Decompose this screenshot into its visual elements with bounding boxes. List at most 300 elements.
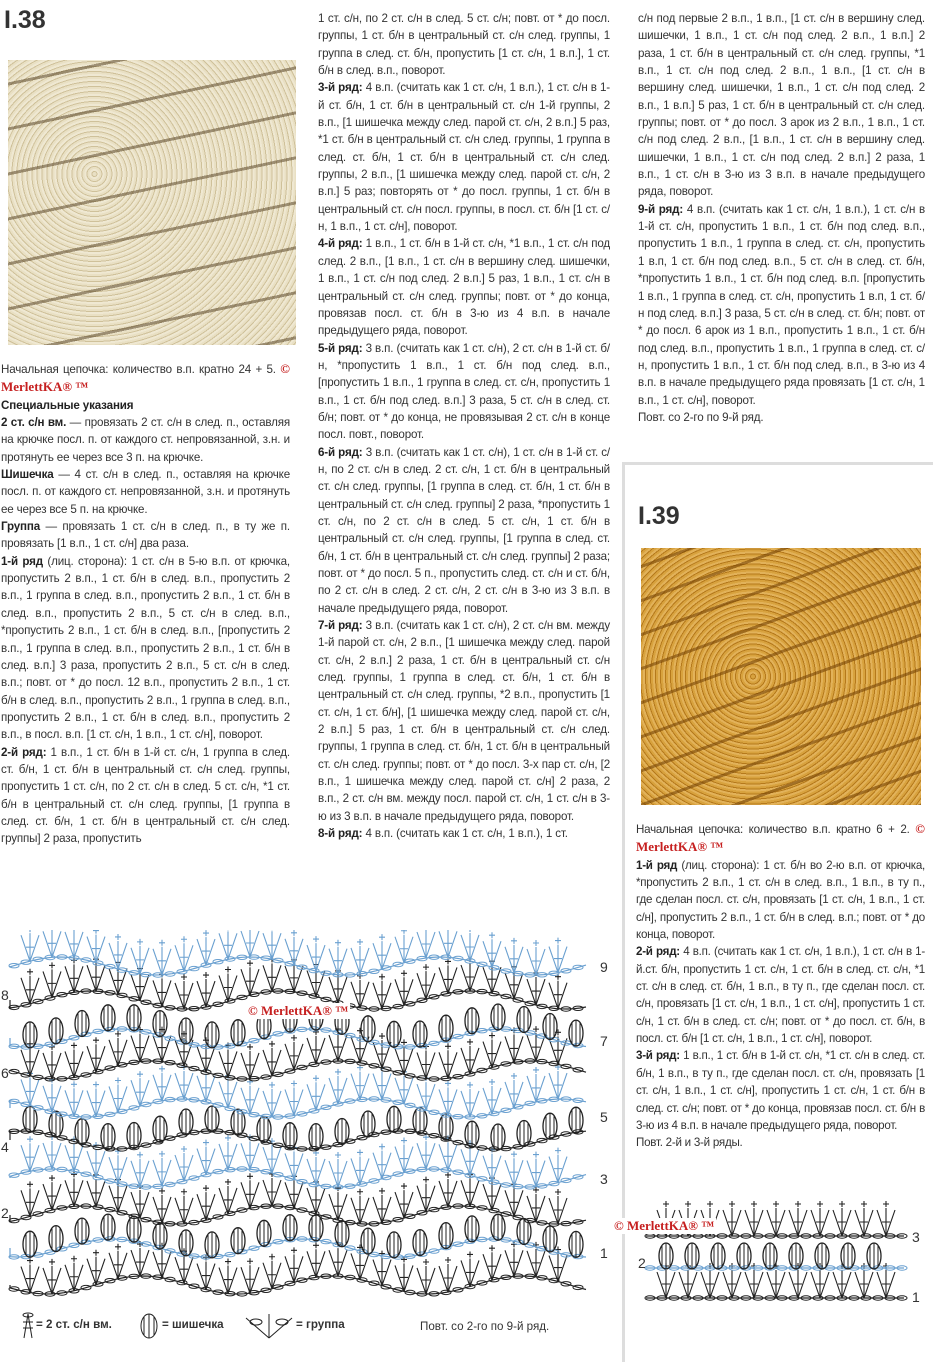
chart38-double-crochet (87, 1089, 105, 1117)
chart38-single-crochet-icon (181, 936, 187, 942)
chart38-double-crochet (197, 1262, 215, 1290)
instruction-text: 1 в.п., 1 ст. б/н в 1-й ст. с/н, 1 группа в след. ст. б/н, 1 ст. б/н в центральный ст. с/н след. группы, пропустить 1 ст. с/н, по 2 ст. с/н в след. 5 ст. с/н, *1 ст. б/н в центральный ст. с/н след. группы, [1 группа в след. ст. б/н, 1 ст. б/н в центральный ст. с/н след. группы] 2 раза, пропустить (1, 746, 290, 846)
chart38-double-crochet (65, 1143, 83, 1171)
row-label: 1-й ряд (636, 859, 677, 872)
row-number: 2 (638, 1255, 646, 1271)
instruction-text: 1 в.п., 1 ст. б/н в 1-й ст. с/н, *1 в.п., 1 ст. с/н под след. 2 в.п., [1 в.п., 1 ст. с/н в вершину след. шишечки, 1 в.п., 1 ст. с/н под след. 2 в.п.] 5 раз, 1 в.п., 1 ст. с/н в центральный ст. с/н след. группы; повт. от * до конца, провязав посл. ст. б/н в 3-ю из 4 в.п. в начале предыдущего ряда, поворот. (318, 237, 610, 337)
row-label: Группа (1, 520, 40, 533)
chart38-double-crochet (351, 1156, 369, 1184)
instruction-paragraph (636, 1047, 925, 1134)
chart38-double-crochet (219, 1186, 237, 1214)
chart38-single-crochet-icon (379, 974, 385, 980)
chart38-single-crochet-icon (291, 930, 297, 936)
chart38-double-crochet (329, 975, 347, 1003)
chart38-double-crochet (65, 1049, 83, 1077)
row-number: 2 (1, 1205, 9, 1221)
instruction-paragraph (318, 617, 610, 825)
chart38-double-crochet (527, 1033, 545, 1061)
chart38-double-crochet (263, 1145, 281, 1173)
instruction-paragraph (636, 943, 925, 1047)
chart38-double-crochet (461, 1178, 479, 1206)
chart38-double-crochet (549, 1196, 567, 1224)
chart38-double-crochet (263, 1178, 281, 1206)
chart38-double-crochet (307, 943, 325, 971)
instruction-text: 4 в.п. (считать как 1 ст. с/н, 1 в.п.), 1 ст. с/н в 1-й.ст. б/н, пропустить 1 ст. с/н, 1 ст. б/н в след. ст. с/н, *1 ст. с/н в след. ст. б/н, 1 в.п., в ту п., где сделан посл. ст. с/н, провязать [1 ст. с/н, 1 в.п., 1 ст. с/н], пропустить 1 ст. с/н, 1 ст. б/н в след. ст. с/н; повт. от * до посл. ст. б/н, в посл. ст. б/н [1 ст. с/н, 1 в.п., 1 ст. с/н], поворот. (636, 945, 925, 1045)
row-label: 1-й ряд (1, 555, 43, 568)
row-number: 6 (1, 1065, 9, 1081)
chart38-double-crochet (285, 937, 303, 965)
chart38-double-crochet (461, 963, 479, 991)
chart39-double-crochet (723, 1270, 741, 1298)
chart38-bobble-lines (130, 1123, 138, 1149)
chart38-single-crochet-icon (115, 1244, 121, 1250)
chart38-double-crochet (175, 1196, 193, 1224)
chart38-double-crochet (87, 1044, 105, 1072)
chart39-single-crochet-icon (773, 1201, 779, 1207)
chart38-double-crochet (21, 1265, 39, 1293)
group-icon (242, 1312, 296, 1340)
chart38-double-crochet (263, 1048, 281, 1076)
chart38-bobble-lines (52, 1018, 60, 1044)
chart38-double-crochet (131, 1248, 149, 1276)
chart38-single-crochet-icon (533, 1152, 539, 1158)
chart38-double-crochet (351, 1251, 369, 1279)
pattern-38-photo (8, 60, 296, 345)
chart38-bobble-lines (572, 1020, 580, 1046)
chart38-double-crochet (109, 1251, 127, 1279)
pattern-39-chart (636, 1190, 926, 1310)
chart39-double-crochet (723, 1208, 741, 1236)
chart38-single-crochet-icon (511, 938, 517, 944)
chart38-single-crochet-icon (181, 1146, 187, 1152)
chart38-single-crochet-icon (489, 932, 495, 938)
chart38-double-crochet (461, 1089, 479, 1117)
chart38-double-crochet (373, 1072, 391, 1100)
chart38-single-crochet-icon (401, 930, 407, 934)
chart38-single-crochet-icon (93, 1250, 99, 1256)
chart38-double-crochet (285, 1151, 303, 1179)
instruction-text: 4 в.п. (считать как 1 ст. с/н, 1 в.п.), 1 ст. с/н в 1-й ст. с/н, пропустить 1 в.п., 1 ст. б/н под след. в.п., пропустить 1 в.п., 1 группа в след. ст. с/н, пропустить 1 в.п, 1 ст. б/н под след. в.п., 5 ст. с/н в след. ст. б/н, *пропустить 1 в.п., 1 ст. б/н под след. в.п. [пропустить 1 в.п., 1 группа в след. ст. с/н, пропустить 1 в.п, 1 ст. б/н под след. в.п.] 3 раза, 5 ст. с/н в след. ст. б/н; повт. от * до посл. 6 арок из 1 в.п., пропустить 1 в.п., 1 ст. б/н под след. в.п., пропустить 1 в.п., 1 группа в след. ст. с/н, пропустить 1 в.п., 1 ст. б/н под след. в.п., в 3-ю из 4 в.п. в начале предыдущего ряда провязать [1 ст. с/н, 1 в.п., 1 ст. с/н], поворот. (638, 203, 925, 407)
watermark: © MerlettKA® ™ (246, 1003, 350, 1019)
2-dc-together-icon (20, 1312, 36, 1340)
row-number: 3 (600, 1171, 608, 1187)
instruction-paragraph (1, 414, 290, 466)
chart38-double-crochet (153, 1195, 171, 1223)
chart38-double-crochet (461, 1046, 479, 1074)
chart38-bobble-lines (260, 1116, 268, 1142)
chart38-bobble-lines (208, 1106, 216, 1132)
chart38-bobble-lines (390, 1106, 398, 1132)
chart38-bobble-lines (52, 1226, 60, 1252)
row-number: 8 (1, 987, 9, 1003)
chart38-bobble-lines (104, 1214, 112, 1240)
instruction-paragraph (1, 397, 290, 414)
chart38-single-crochet-icon (137, 939, 143, 945)
row-label: 2-й ряд: (636, 945, 680, 958)
instruction-paragraph (636, 820, 925, 857)
chart38-bobble-lines (468, 1216, 476, 1242)
chart38-single-crochet-icon (247, 960, 253, 966)
instruction-paragraph (638, 409, 925, 426)
chart38-single-crochet-icon (159, 940, 165, 946)
chart38-single-crochet-icon (511, 1073, 517, 1079)
chart38-single-crochet-icon (533, 1067, 539, 1073)
chart38-single-crochet-icon (225, 1259, 231, 1265)
chart38-single-crochet-icon (27, 930, 33, 932)
chart38-double-crochet (439, 1087, 457, 1115)
chart38-single-crochet-icon (49, 1175, 55, 1181)
chart38-single-crochet-icon (489, 1079, 495, 1085)
chart39-single-crochet-icon (729, 1201, 735, 1207)
chart38-single-crochet-icon (49, 1259, 55, 1265)
row-label: Специальные указания (1, 399, 133, 412)
instruction-paragraph (1, 466, 290, 518)
chart38-bobble-lines (390, 1021, 398, 1047)
chart39-double-crochet (789, 1270, 807, 1298)
chart38-single-crochet-icon (203, 1185, 209, 1191)
chart38-double-crochet (241, 930, 259, 957)
chart38-double-crochet (43, 930, 61, 957)
chart39-bobble-lines (740, 1243, 748, 1269)
chart38-double-crochet (417, 1141, 435, 1169)
chart38-single-crochet-icon (27, 1181, 33, 1187)
chart38-double-crochet (527, 1159, 545, 1187)
chart38-double-crochet (241, 1265, 259, 1293)
instruction-text: (лиц. сторона): 1 ст. б/н во 2-ю в.п. от крючка, *пропустить 2 в.п., 1 ст. с/н в след. в.п., 1 в.п., в ту п., где сделан посл. ст. с/н, провязать [1 ст. с/н, 1 в.п., 1 ст. с/н], пропустить 2 в.п., 1 ст. б/н в след. в.п.; повт. от * до конца, поворот. (636, 859, 925, 941)
repeat-note: Повт. со 2-го по 9-й ряд. (420, 1320, 549, 1333)
chart38-single-crochet-icon (423, 1259, 429, 1265)
chart38-bobble-lines (312, 1124, 320, 1150)
legend-label: = 2 ст. с/н вм. (36, 1318, 112, 1331)
chart38-double-crochet (21, 1077, 39, 1105)
chart38-double-crochet (43, 1084, 61, 1112)
chart38-single-crochet-icon (93, 930, 99, 934)
chart38-single-crochet-icon (313, 1242, 319, 1248)
chart39-bobble-lines (844, 1243, 852, 1269)
chart38-bobble-lines (26, 1231, 34, 1257)
chart38-double-crochet (241, 1180, 259, 1208)
chart38-double-crochet (329, 947, 347, 975)
chart38-single-crochet-icon (27, 969, 33, 975)
chart38-double-crochet (417, 930, 435, 958)
chart38-single-crochet-icon (49, 962, 55, 968)
chart38-double-crochet (153, 947, 171, 975)
chart38-single-crochet-icon (379, 1188, 385, 1194)
chart38-single-crochet-icon (159, 1066, 165, 1072)
chart38-single-crochet-icon (247, 1173, 253, 1179)
chart38-double-crochet (395, 1076, 413, 1104)
row-label: Шишечка (1, 468, 54, 481)
chart38-double-crochet (153, 1158, 171, 1186)
chart38-double-crochet (21, 1048, 39, 1076)
chart38-bobble-lines (442, 1015, 450, 1041)
chart38-bobble-lines (572, 1231, 580, 1257)
instruction-paragraph (636, 1134, 925, 1151)
chart38-single-crochet-icon (269, 1041, 275, 1047)
chart38-double-crochet (241, 967, 259, 995)
chart38-single-crochet-icon (115, 1077, 121, 1083)
pattern-39-title: I.39 (638, 502, 680, 531)
chart39-single-crochet-icon (839, 1201, 845, 1207)
chart38-double-crochet (439, 1050, 457, 1078)
chart38-single-crochet-icon (159, 1151, 165, 1157)
chart38-bobble-lines (390, 1232, 398, 1258)
chart38-double-crochet (285, 1180, 303, 1208)
chart38-single-crochet-icon (467, 930, 473, 932)
instruction-paragraph (638, 10, 925, 201)
instruction-text: Начальная цепочка: количество в.п. кратно 24 + 5. (1, 363, 276, 376)
instruction-paragraph (318, 444, 610, 617)
chart38-double-crochet (505, 1080, 523, 1108)
chart38-single-crochet-icon (27, 1136, 33, 1142)
chart38-single-crochet-icon (555, 1189, 561, 1195)
chart38-double-crochet (483, 1252, 501, 1280)
chart38-double-crochet (175, 1255, 193, 1283)
pattern-38-left-column (1, 360, 290, 848)
chart38-single-crochet-icon (203, 1140, 209, 1146)
chart39-double-crochet (657, 1270, 675, 1298)
chart38-single-crochet-icon (401, 970, 407, 976)
chart38-double-crochet (153, 1073, 171, 1101)
chart38-double-crochet (197, 1074, 215, 1102)
chart38-single-crochet-icon (423, 964, 429, 970)
chart38-bobble-lines (494, 1214, 502, 1240)
chart38-double-crochet (373, 1151, 391, 1179)
pattern-38-middle-column (318, 10, 610, 843)
chart38-double-crochet (351, 1196, 369, 1224)
chart38-bobble-lines (468, 1008, 476, 1034)
instruction-text: Начальная цепочка: количество в.п. кратно 6 + 2. (636, 823, 910, 836)
chart38-double-crochet (439, 1179, 457, 1207)
chart38-double-crochet (219, 931, 237, 959)
chart39-bobble-lines (766, 1243, 774, 1269)
chart38-double-crochet (65, 1088, 83, 1116)
chart39-double-crochet (789, 1208, 807, 1236)
chart39-single-crochet-icon (795, 1201, 801, 1207)
chart39-single-crochet-icon (861, 1201, 867, 1207)
chart38-double-crochet (461, 933, 479, 961)
chart38-double-crochet (109, 1038, 127, 1066)
chart39-double-crochet (767, 1208, 785, 1236)
chart39-double-crochet (745, 1270, 763, 1298)
chart38-single-crochet-icon (203, 930, 209, 936)
instruction-text: — провязать 2 ст. с/н в след. п., оставляя на крючке посл. п. от каждого ст. непровязанной, з.н. и протянуть ее через все 3 п. на крючке. (1, 416, 290, 464)
chart38-double-crochet (241, 1141, 259, 1169)
chart38-single-crochet-icon (533, 940, 539, 946)
chart38-single-crochet-icon (467, 1039, 473, 1045)
chart38-single-crochet-icon (335, 1069, 341, 1075)
chart39-double-crochet (679, 1270, 697, 1298)
chart38-double-crochet (505, 1034, 523, 1062)
row-label: 5-й ряд: (318, 342, 362, 355)
chart38-double-crochet (329, 1033, 347, 1061)
chart39-bobble-lines (792, 1243, 800, 1269)
chart39-double-crochet (701, 1270, 719, 1298)
chart38-single-crochet-icon (357, 1028, 363, 1034)
chart38-double-crochet (307, 1249, 325, 1277)
row-label: 9-й ряд: (638, 203, 683, 216)
row-label: 2-й ряд: (1, 746, 46, 759)
chart39-double-crochet (833, 1208, 851, 1236)
instruction-paragraph (1, 360, 290, 397)
chart39-single-crochet-icon (751, 1201, 757, 1207)
chart38-bobble-lines (104, 1005, 112, 1031)
instruction-text: (лиц. сторона): 1 ст. с/н в 5-ю в.п. от крючка, пропустить 2 в.п., 1 ст. б/н в след. в.п., пропустить 2 в.п., 1 группа в след. в.п., пропустить 2 в.п., 1 ст. б/н в след. в.п., пропустить 2 в.п., 5 ст. с/н в след. в.п., *пропустить 2 в.п., 1 ст. б/н в след. в.п., [пропустить 2 в.п., 1 группа в след. в.п., пропустить 2 в.п., 1 ст. б/н в след. в.п.] 3 раза, пропустить 2 в.п., 5 ст. с/н в след. в.п.; повт. от * до посл. 12 в.п., пропустить 2 в.п., 1 ст. б/н в след. в.п., пропустить 2 в.п., 1 группа в след. в.п., пропустить 2 в.п., 1 ст. б/н в след. в.п., пропустить 2 в.п., в посл. в.п. [1 ст. с/н, 1 в.п., 1 ст. с/н], поворот. (1, 555, 290, 741)
chart38-double-crochet (351, 1072, 369, 1100)
watermark: © MerlettKA® ™ (1, 361, 290, 394)
chart39-double-crochet (811, 1270, 829, 1298)
chart39-single-crochet-icon (707, 1201, 713, 1207)
instruction-text: 4 в.п. (считать как 1 ст. с/н, 1 в.п.), 1 ст. (362, 827, 568, 840)
chart38-double-crochet (307, 1157, 325, 1185)
chart38-double-crochet (395, 1263, 413, 1291)
chart38-double-crochet (87, 1179, 105, 1207)
chart38-double-crochet (153, 1250, 171, 1278)
row-number: 4 (1, 1139, 9, 1155)
chart38-bobble-lines (442, 1114, 450, 1140)
chart38-single-crochet-icon (401, 1039, 407, 1045)
row-number: 7 (600, 1033, 608, 1049)
chart38-double-crochet (175, 981, 193, 1009)
chart38-bobble-lines (312, 1215, 320, 1241)
chart38-single-crochet-icon (115, 1031, 121, 1037)
chart-legend (20, 1312, 620, 1342)
instruction-text: 1 ст. с/н, по 2 ст. с/н в след. 5 ст. с/н; повт. от * до посл. группы, 1 ст. б/н в центральный ст. с/н след. группы, 1 группа в след. ст. б/н, пропустить [1 ст. с/н, 1 в.п.], 1 ст. б/н в след. в.п., поворот. (318, 12, 610, 77)
chart38-single-crochet-icon (93, 1082, 99, 1088)
chart38-double-crochet (219, 1266, 237, 1294)
chart38-double-crochet (329, 1159, 347, 1187)
chart38-single-crochet-icon (225, 1179, 231, 1185)
chart38-single-crochet-icon (379, 1033, 385, 1039)
chart38-single-crochet-icon (115, 934, 121, 940)
chart38-double-crochet (263, 1089, 281, 1117)
chart38-bobble-lines (364, 1016, 372, 1042)
row-number: 3 (912, 1229, 920, 1245)
chart38-single-crochet-icon (357, 1149, 363, 1155)
chart38-single-crochet-icon (445, 1172, 451, 1178)
chart38-single-crochet-icon (181, 974, 187, 980)
chart39-single-crochet-icon (817, 1201, 823, 1207)
chart38-double-crochet (241, 1051, 259, 1079)
chart38-double-crochet (417, 1266, 435, 1294)
pattern-39-photo (641, 548, 921, 805)
chart38-double-crochet (549, 981, 567, 1009)
chart38-double-crochet (373, 941, 391, 969)
row-label: 4-й ряд: (318, 237, 362, 250)
chart39-single-crochet-icon (883, 1201, 889, 1207)
chart38-single-crochet-icon (489, 1033, 495, 1039)
chart38-bobble-lines (156, 1116, 164, 1142)
chart39-double-crochet (767, 1270, 785, 1298)
chart38-double-crochet (549, 1254, 567, 1282)
instruction-text: — 4 ст. с/н в след. п., оставляя на крючке посл. п. от каждого ст. непровязанной, з.н. и протянуть ее через все 5 п. на крючке. (1, 468, 290, 516)
instruction-paragraph (318, 235, 610, 339)
chart38-double-crochet (131, 1159, 149, 1187)
instruction-paragraph (1, 553, 290, 744)
chart38-double-crochet (439, 1142, 457, 1170)
chart38-single-crochet-icon (555, 1148, 561, 1154)
chart38-single-crochet-icon (489, 1245, 495, 1251)
chart38-single-crochet-icon (137, 1152, 143, 1158)
chart38-bobble-lines (208, 1232, 216, 1258)
chart38-single-crochet-icon (401, 1138, 407, 1144)
chart38-single-crochet-icon (555, 938, 561, 944)
chart38-single-crochet-icon (335, 940, 341, 946)
chart38-double-crochet (549, 1071, 567, 1099)
chart38-single-crochet-icon (291, 1081, 297, 1087)
chart38-double-crochet (21, 1143, 39, 1171)
chart38-bobble-lines (104, 1124, 112, 1150)
chart38-single-crochet-icon (93, 1037, 99, 1043)
chart38-double-crochet (329, 1248, 347, 1276)
chart38-single-crochet-icon (247, 1258, 253, 1264)
chart38-double-crochet (109, 1084, 127, 1112)
chart39-bobble-lines (662, 1243, 670, 1269)
chart38-bobble-lines (494, 1124, 502, 1150)
chart38-single-crochet-icon (269, 1254, 275, 1260)
chart38-single-crochet-icon (467, 1251, 473, 1257)
chart38-double-crochet (373, 1195, 391, 1223)
chart38-single-crochet-icon (423, 1177, 429, 1183)
chart38-bobble-lines (286, 1215, 294, 1241)
chart38-single-crochet-icon (225, 967, 231, 973)
chart38-bobble-lines (286, 1123, 294, 1149)
chart38-bobble-lines (182, 1109, 190, 1135)
instruction-paragraph (318, 825, 610, 842)
chart38-bobble-lines (208, 1022, 216, 1048)
chart38-single-crochet-icon (247, 1044, 253, 1050)
pattern-38-right-column (638, 10, 925, 426)
chart38-double-crochet (153, 978, 171, 1006)
chart38-single-crochet-icon (357, 939, 363, 945)
chart38-single-crochet-icon (379, 1144, 385, 1150)
chart38-double-crochet (307, 1036, 325, 1064)
instruction-paragraph (318, 340, 610, 444)
row-number: 1 (600, 1245, 608, 1261)
pattern-38-chart (0, 930, 620, 1300)
chart38-single-crochet-icon (269, 1082, 275, 1088)
chart38-double-crochet (483, 1086, 501, 1114)
chart38-double-crochet (329, 1192, 347, 1220)
chart38-double-crochet (219, 1142, 237, 1170)
chart38-double-crochet (131, 946, 149, 974)
row-label: 2 ст. с/н вм. (1, 416, 66, 429)
bobble-icon (138, 1312, 160, 1340)
chart38-single-crochet-icon (357, 1189, 363, 1195)
instruction-text: 1 в.п., 1 ст. б/н в 1-й ст. с/н, *1 ст. с/н в след. ст. б/н, 1 в.п., в ту п., где сделан посл. ст. с/н, провязать [1 ст. с/н, 1 в.п., 1 ст. с/н], пропустить 1 ст. с/н, 1 ст. б/н в след. ст. с/н; повт. от * до конца, провязав посл. ст. б/н в 3-ю из 4 в.п. в начале предыдущего ряда, поворот. (636, 1049, 925, 1131)
chart38-single-crochet-icon (291, 1247, 297, 1253)
chart38-double-crochet (527, 1194, 545, 1222)
row-number: 5 (600, 1109, 608, 1125)
instruction-text: Повт. со 2-го по 9-й ряд. (638, 411, 764, 424)
instruction-paragraph (318, 10, 610, 79)
chart38-double-crochet (197, 1192, 215, 1220)
chart38-single-crochet-icon (467, 1082, 473, 1088)
watermark: © MerlettKA® ™ (636, 821, 925, 854)
row-label: 3-й ряд: (636, 1049, 680, 1062)
instruction-text: 4 в.п. (считать как 1 ст. с/н, 1 в.п.), 1 ст. с/н в 1-й ст. б/н, 1 ст. б/н в центральный ст. с/н 1-й группы, 2 в.п., [1 шишечка между след. парой ст. с/н, 2 в.п.] 5 раз, *1 ст. б/н в центральный ст. с/н след. группы, 1 группа в след. ст. б/н, 1 ст. б/н в центральный ст. с/н след. группы, 2 в.п., [1 шишечка между след. парой ст. с/н, 2 в.п.] 5 раз; повторять от * до посл. группы, 1 ст. б/н в центральный ст. с/н посл. группы, в посл. ст. б/н [1 ст. с/н, 1 в.п., 1 ст. с/н], поворот. (318, 81, 610, 233)
chart39-single-crochet-icon (663, 1201, 669, 1207)
chart39-bobble-lines (818, 1243, 826, 1269)
chart38-bobble-lines (494, 1004, 502, 1030)
chart38-single-crochet-icon (313, 1075, 319, 1081)
chart38-single-crochet-icon (511, 1151, 517, 1157)
chart38-bobble-lines (130, 1216, 138, 1242)
chart39-double-crochet (811, 1208, 829, 1236)
chart38-single-crochet-icon (137, 1071, 143, 1077)
chart38-single-crochet-icon (379, 934, 385, 940)
instruction-paragraph (1, 744, 290, 848)
